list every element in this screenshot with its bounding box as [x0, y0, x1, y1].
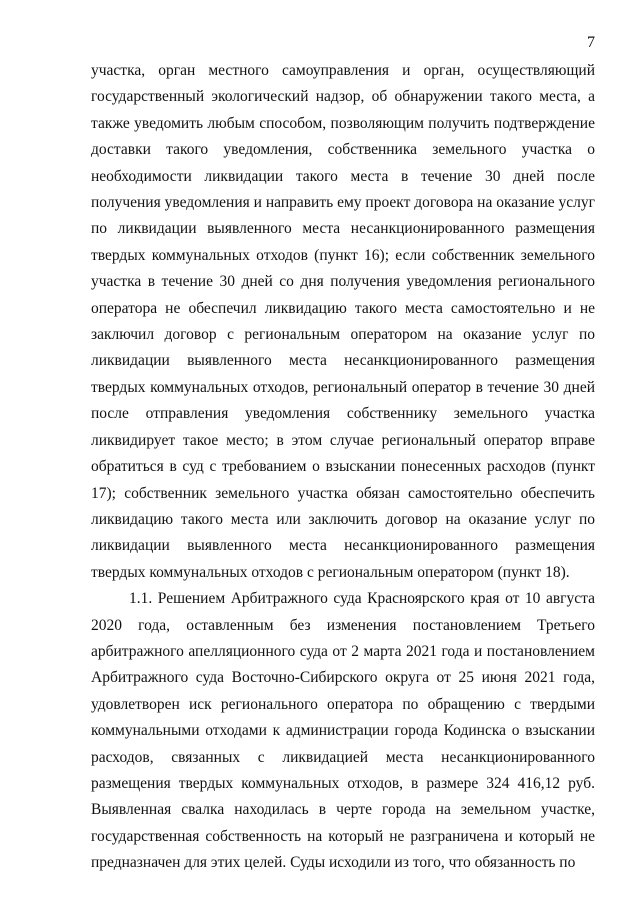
paragraph-1-1: 1.1. Решением Арбитражного суда Красноярского края от 10 августа 2020 года, оставленным без изменения постановлением Третьего арбитражного апелляционного суда от 2 марта 2021 года и постановлением Арбитражного суда Восточно-Сибирского округа от 25 июня 2021 года, удовлетворен иск регионального оператора по обращению с твердыми коммунальными отходами к администрации города Кодинска о взыскании расходов, связанных с ликвидацией места несанкционированного размещения твердых коммунальных отходов, в размере 324 416,12 руб. Выявленная свалка находилась в черте города на земельном участке, государственная собственность на который не разграничена и который не предназначен для этих целей. Суды исходили из того, что обязанность по: [91, 590, 595, 872]
page-number: 7: [587, 34, 595, 51]
document-body: [91, 58, 595, 877]
paragraph-continued: участка, орган местного самоуправления и орган, осуществляющий государственный экологический надзор, об обнаружении такого места, а также уведомить любым способом, позволяющим получить подтверждение доставки такого уведомления, собственника земельного участка о необходимости ликвидации такого места в течение 30 дней после получения уведомления и направить ему проект договора на оказание услуг по ликвидации выявленного места несанкционированного размещения твердых коммунальных отходов (пункт 16); если собственник земельного участка в течение 30 дней со дня получения уведомления регионального оператора не обеспечил ликвидацию такого места самостоятельно и не заключил договор с региональным оператором на оказание услуг по ликвидации выявленного места несанкционированного размещения твердых коммунальных отходов, региональный оператор в течение 30 дней после отправления уведомления собственнику земельного участка ликвидирует такое место; в этом случае региональный оператор вправе обратиться в суд с требованием о взыскании понесенных расходов (пункт 17); собственник земельного участка обязан самостоятельно обеспечить ликвидацию такого места или заключить договор на оказание услуг по ликвидации выявленного места несанкционированного размещения твердых коммунальных отходов с региональным оператором (пункт 18).: [91, 62, 595, 581]
